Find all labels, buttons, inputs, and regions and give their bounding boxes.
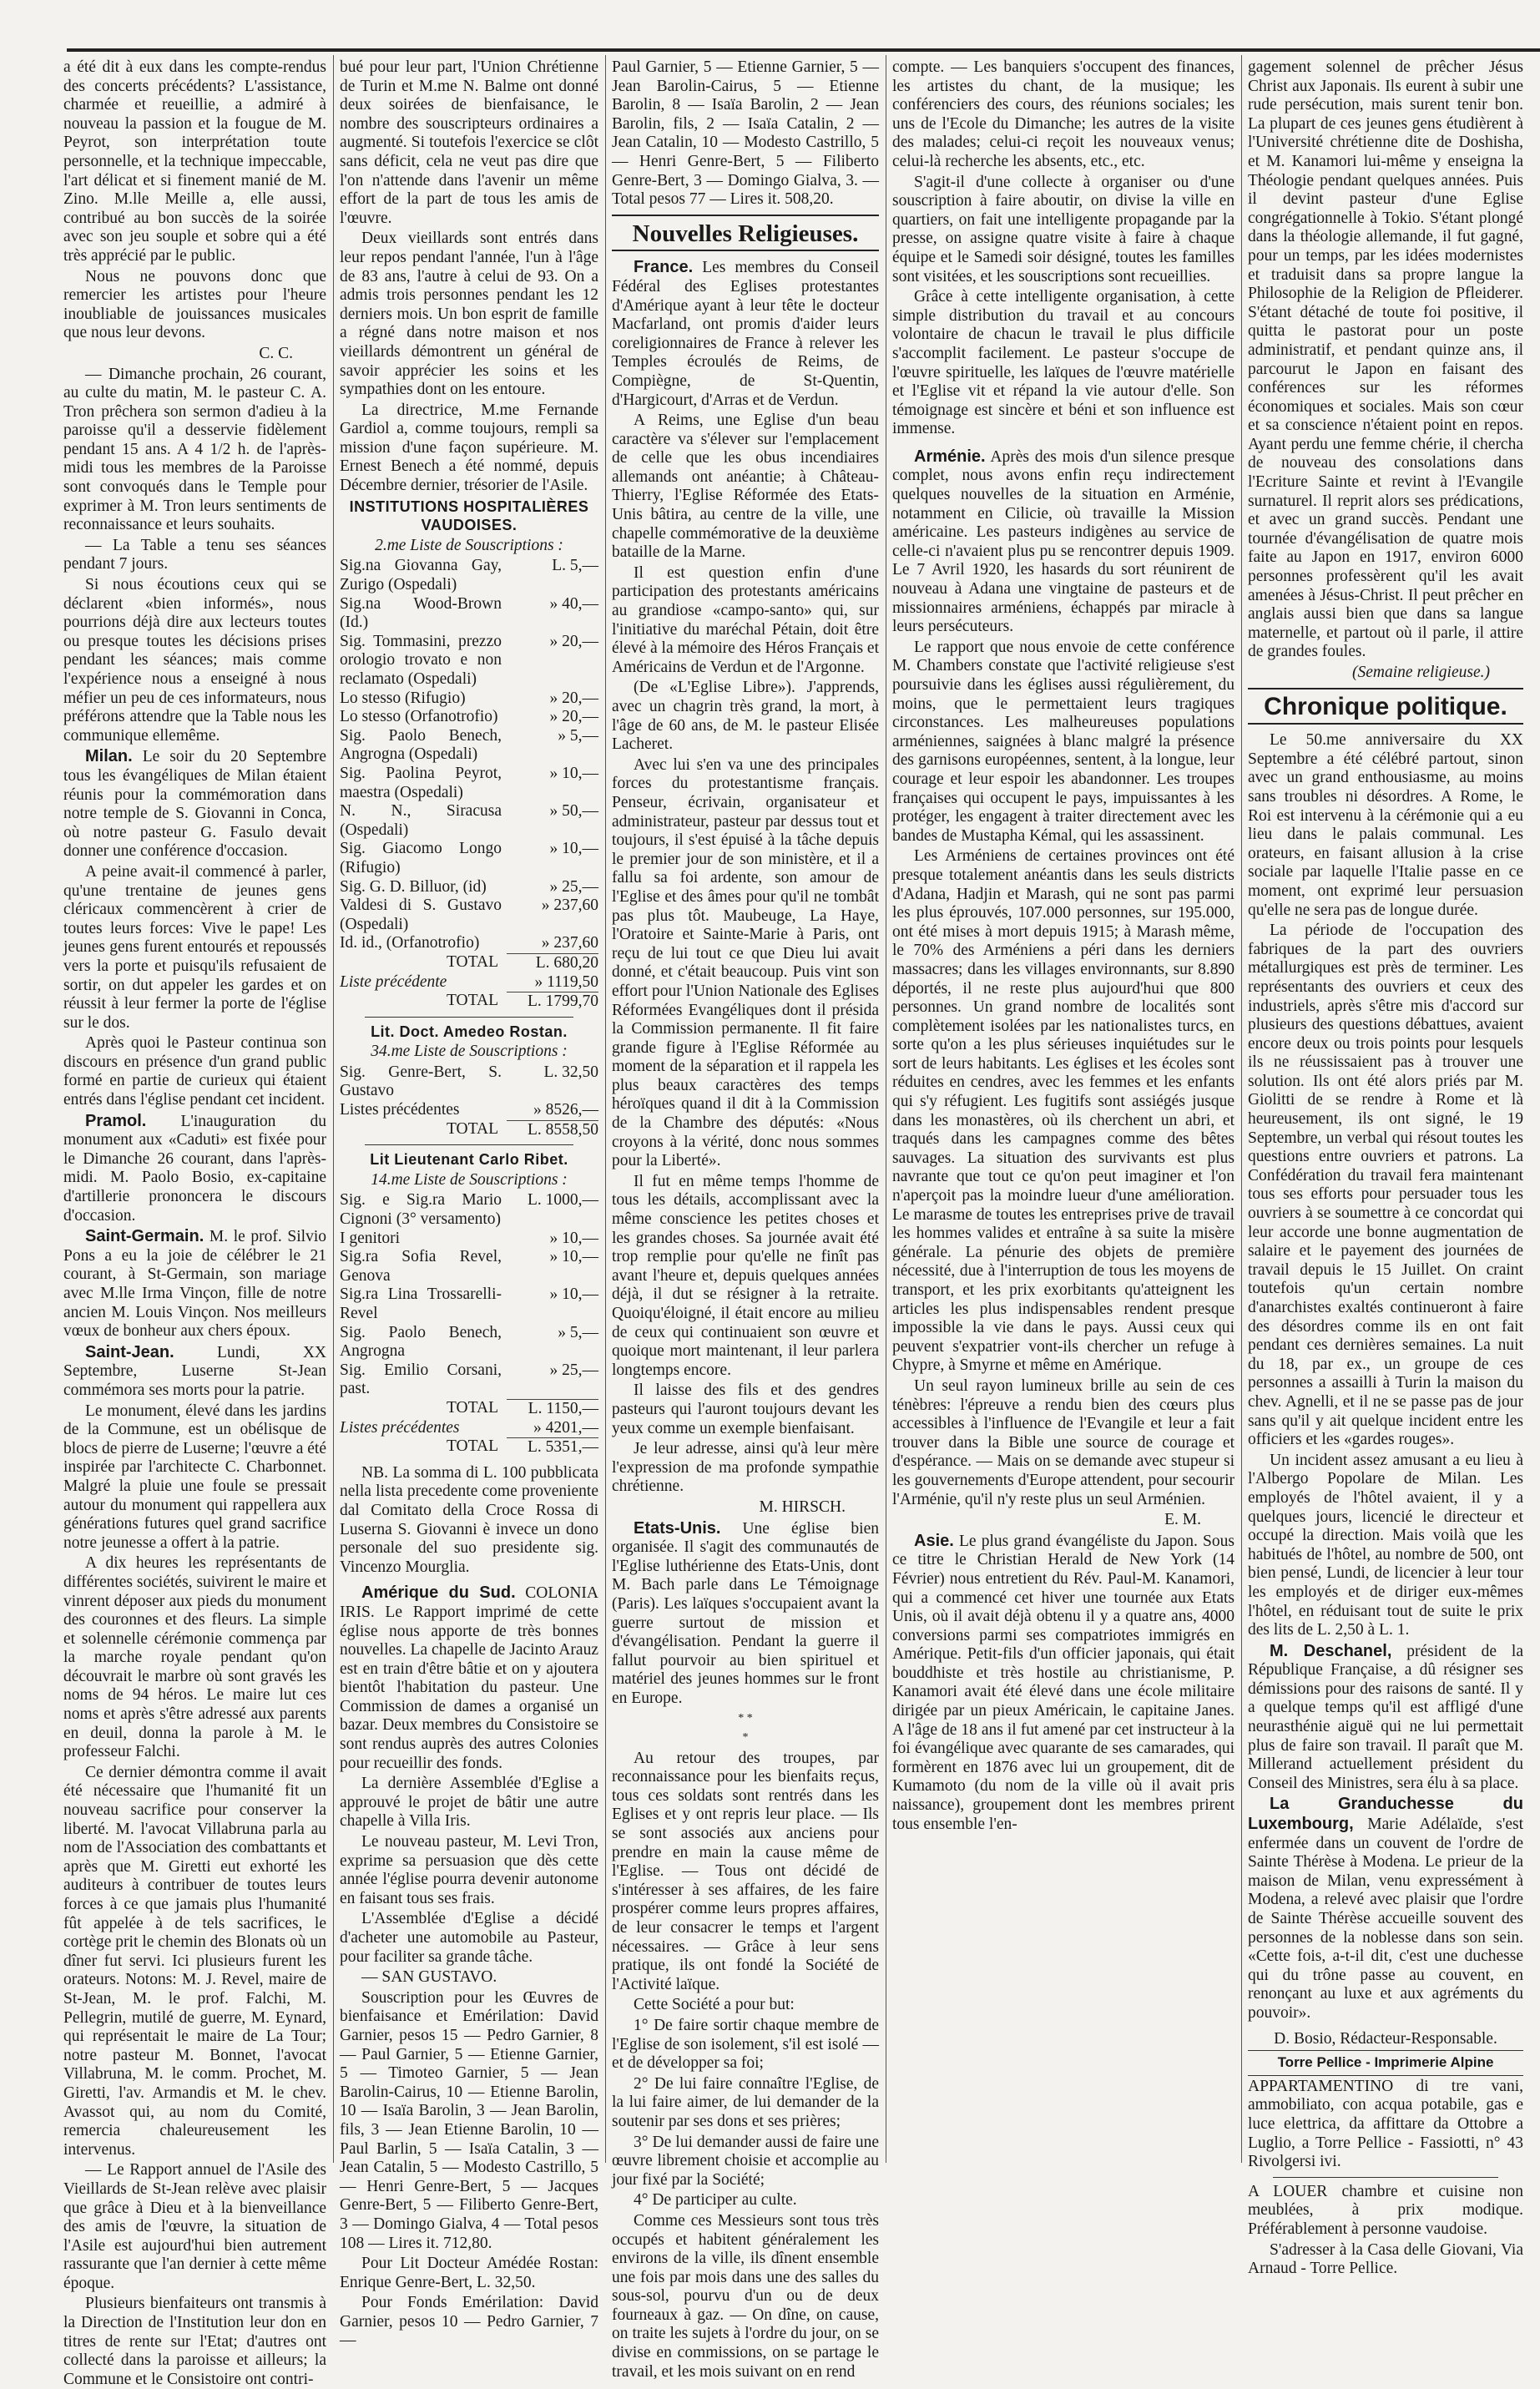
paragraph: (De «L'Eglise Libre»). J'apprends, avec un chagrin très grand, la mort, à l'âge de 60 ans, de M. le pasteur Elisée Lacheret. — [612, 679, 879, 754]
paragraph: Il est question enfin d'une participation des protestants américains au grandiose «campo-santo» qui, sur l'initiative du maréchal Pétain, doit être élevé à la mémoire des Héros Français et Américains de Verdun et de l'Argonne. — [612, 563, 879, 676]
city-label: Etats-Unis. — [634, 1518, 721, 1538]
donor-name: N. N., Siracusa (Ospedali) — [340, 802, 502, 839]
donor-name: Sig.na Giovanna Gay, Zurigo (Ospedali) — [340, 557, 502, 594]
list-row — [340, 595, 598, 633]
column-4 — [892, 58, 1235, 2163]
paragraph: Après quoi le Pasteur continua son discours en présence d'un grand public formé en partie de curieux qui étaient entrés dans l'église pendant cet incident. — [63, 1034, 326, 1109]
column-5 — [1248, 58, 1523, 2278]
donor-name: Sig. G. D. Billuor, (id) — [340, 877, 487, 896]
column-1 — [63, 58, 327, 2388]
paragraph: 2° De lui faire connaître l'Eglise, de la lui faire aimer, de lui demander de la soutenir par ses dons et ses prières; — [612, 2074, 879, 2130]
paragraph: Paul Garnier, 5 — Etienne Garnier, 5 — Jean Barolin-Cairus, 5 — Etienne Barolin, 8 — Isaïa Barolin, 2 — Jean Barolin, fils, 2 — Isaïa Catalin, 2 — Jean Catalin, 10 — Modesto Castrillo, 5 — Henri Genre-Bert, 5 — Filiberto Genre-Bert, 3 — Domingo Gialva, 3. — Total pesos 77 — Lires it. 508,20. — [612, 58, 879, 209]
list-row — [340, 1285, 598, 1323]
amount: » 8526,— — [533, 1101, 598, 1119]
donor-name: Sig. Paolo Benech, Angrogna (Ospedali) — [340, 726, 502, 764]
donor-name: Sig. e Sig.ra Mario Cignoni (3° versamento) — [340, 1191, 502, 1229]
paragraph-deschanel — [1248, 1642, 1523, 1794]
list-row — [340, 1101, 598, 1120]
classified-ad: A LOUER chambre et cuisine non meublées, à prix modique. Préférablement à personne vaudoise. — [1248, 2182, 1523, 2238]
donor-name: Sig. Tommasini, prezzo orologio trovato e non reclamato (Ospedali) — [340, 632, 502, 688]
amount: » 5,— — [558, 1323, 598, 1341]
donor-name: Sig.na Wood-Brown (Id.) — [340, 594, 502, 632]
paragraph: Grâce à cette intelligente organisation, à cette simple distribution du travail et au concours volontaire de chacun le travail le plus difficile s'accomplit facilement. Le pasteur s'occupe de l'œuvre spirituelle, les laïques de l'œuvre matérielle et l'Eglise vit et répand la vie autour d'elle. Son témoignage est sincère et béni et son influence est immense. — [892, 288, 1235, 438]
amount: » 10,— — [549, 1285, 598, 1304]
city-label: Saint-Germain. — [85, 1227, 204, 1246]
paragraph: Le nouveau pasteur, M. Levi Tron, exprime sa persuasion que dès cette année l'église pourra devenir autonome en faisant tous ses frais. — [340, 1833, 598, 1907]
paragraph: La dernière Assemblée d'Eglise a approuvé le projet de bâtir une autre chapelle à Villa Iris. — [340, 1775, 598, 1831]
donor-name: Id. id., (Orfanotrofio) — [340, 934, 480, 952]
list-row — [340, 897, 598, 934]
separator — [365, 1144, 573, 1145]
city-label: France. — [634, 258, 694, 277]
paragraph: bué pour leur part, l'Union Chrétienne de Turin et M.me N. Balme ont donné deux soirées de bienfaisance, le nombre des souscripteurs ordinaires a augmenté. Si toutefois l'exercice se clôt sans déficit, cela ne veut pas dire que l'on n'attende dans l'avenir un même effort de la part de tous les amis de l'œuvre. — [340, 58, 598, 227]
list-row — [340, 934, 598, 953]
list-row — [340, 708, 598, 727]
source-credit: (Semaine religieuse.) — [1352, 664, 1490, 681]
separator-stars: * * * — [738, 1712, 753, 1745]
amount: » 25,— — [549, 877, 598, 896]
paragraph-st-germain — [63, 1227, 326, 1341]
donor-name: Sig. Giacomo Longo (Rifugio) — [340, 840, 502, 876]
paragraph: Si nous écoutions ceux qui se déclarent «bien informés», nous pourrions déjà dire aux lecteurs toutes ou presque toutes les décisions prises pendant les séances; mais comme l'expérience nous a enseigné à nous méfier un peu de ces informateurs, nous préférons attendre que la Table nous les communique ellemême. — [63, 576, 326, 745]
city-label: Saint-Jean. — [85, 1342, 174, 1361]
subscription-list — [340, 1191, 598, 1399]
city-label: Asie. — [914, 1531, 954, 1550]
amount: » 10,— — [549, 840, 598, 858]
paragraph: Un seul rayon lumineux brille au sein de ces ténèbres: l'épreuve a rendu bien des cœurs plus accessibles à l'influence de l'Evangile et leur a fait trouver dans la Bible une source de courage et d'espérance. — Mais on se demande avec stupeur si les gouvernements d'Europe attendent, pour secourir l'Arménie, qu'il n'y reste plus un seul Arménien. — [892, 1376, 1235, 1508]
amount: » 20,— — [549, 632, 598, 650]
column-rule — [1241, 55, 1242, 2163]
list-subtitle: 14.me Liste de Souscriptions : — [371, 1170, 568, 1189]
section-title-nouvelles-religieuses: Nouvelles Religieuses. — [612, 215, 879, 252]
paragraph-text: Marie Adélaïde, s'est enfermée dans un couvent de l'ordre de Sainte Thérèse à Modena. Le prieur de la maison de Milan, venu expressément à Modena, a relevé avec plaisir que l'ordre de Sainte Thérèse accueille souvent des personnes de la noblesse dans son sein. «Cette fois, a-t-il dit, c'est une duchesse qui du trône passe au couvent, en renonçant au luxe et aux agréments du pouvoir». — [1248, 1816, 1523, 2022]
paragraph-text: Une église bien organisée. Il s'agit des communautés de l'Eglise luthérienne des Etats-Unis, dont M. Bach parle dans Le Témoignage (Paris). Les laïques s'occupaient avant la guerre surtout de mission et d'évangélisation. Pendant la guerre il fallut pourvoir au bien spirituel et matériel des jeunes hommes sur le front en Europe. — [612, 1519, 880, 1707]
donor-name: Sig.ra Lina Trossarelli-Revel — [340, 1285, 502, 1322]
classified-ad-contact: S'adresser à la Casa delle Giovani, Via Arnaud - Torre Pellice. — [1248, 2240, 1523, 2278]
paragraph-st-jean — [63, 1343, 326, 1401]
donor-name: Sig. Paolina Peyrot, maestra (Ospedali) — [340, 764, 502, 801]
signature: E. M. — [1164, 1511, 1201, 1529]
paragraph: Je leur adresse, ainsi qu'à leur mère l'expression de ma profonde sympathie chrétienne. — [612, 1440, 879, 1496]
amount: » 40,— — [549, 594, 598, 613]
subscription-list — [340, 1063, 598, 1120]
paragraph: Souscription pour les Œuvres de bienfaisance et Emérilation: David Garnier, pesos 15 — Pedro Garnier, 8 — Paul Garnier, 5 — Etienne Garnier, 5 — Timoteo Garnier, 5 — Jean Barolin-Cairus, 10 — Etienne Barolin, 10 — Isaïa Barolin, 3 — Jean Barolin, fils, 3 — Jean Etienne Barolin, 10 — Paul Barlin, 5 — Isaïa Catalin, 3 — Jean Catalin, 5 — Modesto Castrillo, 5 — Henri Genre-Bert, 5 — Jacques Genre-Bert, 5 — Filiberto Genre-Bert, 3 — Domingo Gialva, 4 — Total pesos 108 — Lires it. 712,80. — [340, 1988, 598, 2252]
paragraph: La directrice, M.me Fernande Gardiol a, comme toujours, rempli sa mission d'une façon supérieure. M. Ernest Benech a été nommé, depuis Décembre dernier, trésorier de l'Asile. — [340, 401, 598, 495]
classified-ad: APPARTAMENTINO di tre vani, ammobiliato, con acqua potabile, gas e luce elettrica, da affittare da Ottobre a Luglio, a Torre Pellice - Fassiotti, n° 43 Rivolgersi ivi. — [1248, 2077, 1523, 2171]
paragraph: gagement solennel de prêcher Jésus Christ aux Japonais. Ils eurent à subir une rude persécution, mais surent tenir bon. La plupart de ces jeunes gens étudièrent à l'Université chrétienne dite de Doshisha, et M. Kanamori lui-même y enseigna la Théologie pendant quelques années. Puis il devint pasteur d'une Eglise congrégationnelle à Tokio. S'étant plongé dans la théologie allemande, il fut gagné, pour un temps, par les idées modernistes et traduisit dans sa propre langue la Philosophie de la Religion de Pfleiderer. S'étant détaché de toute foi positive, il quitta le pastorat pour un poste administratif, et pendant quinze ans, il parcourut le Japon en faisant des conférences sur les réformes économiques et sociales. Mais son cœur et sa conscience n'étaient point en repos. Ayant perdu une femme chérie, il chercha de nouveau des consolations dans l'Ecriture Sainte et revint à l'Evangile surnaturel. Il reprit alors ses prédications, et avec un grand succès. Pendant une tournée d'évangélisation de quatre mois faite au Japon en 1917, environ 6000 personnes professèrent qu'il les avait amenées à Jésus-Christ. Il peut prêcher en anglais aussi bien que dans sa langue maternelle, et partout où il parle, il attire de grandes foules. — [1248, 58, 1523, 661]
list-previous: Listes précédentes » 4201,— — [340, 1418, 598, 1437]
paragraph: L'Assemblée d'Eglise a décidé d'acheter une automobile au Pasteur, pour faciliter sa grande tâche. — [340, 1910, 598, 1966]
amount: » 50,— — [549, 802, 598, 821]
paragraph-pramol — [63, 1112, 326, 1226]
separator — [1273, 2177, 1498, 2178]
printer-line: Torre Pellice - Imprimerie Alpine — [1248, 2050, 1523, 2076]
paragraph: Le 50.me anniversaire du XX Septembre a été célébré partout, sinon avec un grand enthousiasme, au moins sans troubles ni désordres. A Rome, le Roi est intervenu à la cérémonie qui a eu lieu dans le palais communal. Les orateurs, en faisant allusion à la crise sociale par laquelle l'Italie passe en ce moment, ont exprimé leur persuasion qu'elle ne sera pas de longue durée. — [1248, 731, 1523, 919]
column-2 — [340, 58, 598, 2350]
amount: » 20,— — [549, 708, 598, 726]
amount: » 10,— — [549, 1248, 598, 1266]
list-row — [340, 689, 598, 709]
paragraph-luxembourg — [1248, 1795, 1523, 2023]
list-total: TOTAL L. 680,20 — [447, 952, 598, 972]
amount: » 25,— — [549, 1361, 598, 1379]
list-row — [340, 1230, 598, 1249]
paragraph: Cette Société a pour but: — [634, 1996, 795, 2014]
paragraph: Comme ces Messieurs sont tous très occupés et habitent généralement les environs de la ville, ils dînent ensemble une fois par mois dans une des salles du sous-sol, pourvu d'un ou de deux fourneaux à gaz. — On dîne, on cause, on traite les sujets à l'ordre du jour, on se divise en commissions, on se partage le travail, et les mois suivant on en rend — [612, 2211, 879, 2381]
amount: L. 5,— — [552, 557, 598, 575]
paragraph: Nous ne pouvons donc que remercier les artistes pour l'heure inoubliable de jouissances musicales que nous leur devons. — [63, 267, 326, 342]
amount: L. 1000,— — [527, 1191, 598, 1210]
name-label: La Granduchesse du Luxembourg, — [1248, 1795, 1523, 1834]
amount: » 20,— — [549, 689, 598, 707]
paragraph: S'agit-il d'une collecte à organiser ou d'une souscription à faire aboutir, on divise la ville en quartiers, on fait une intelligente propagande par la presse, on assigne quatre visite à faire à chaque équipe et le Samedi soir désigné, toutes les familles sont visitées, et les souscriptions sont recueillies. — [892, 173, 1235, 285]
section-heading: Lit. Doct. Amedeo Rostan. — [371, 1023, 568, 1040]
paragraph: A dix heures les représentants de différentes sociétés, suivirent le maire et vinrent déposer aux pieds du monument des couronnes et des fleurs. La simple et solennelle cérémonie commença par la marche royale pendant qu'on découvrait le marbre où sont gravés les noms de 94 héros. Le maire lut ces noms et après s'être adressé aux parents en deuil, donna la parole à M. le professeur Falchi. — [63, 1554, 326, 1761]
city-label: Arménie. — [914, 447, 986, 466]
column-rule — [333, 55, 334, 2163]
paragraph: Au retour des troupes, par reconnaissance pour les bienfaits reçus, tous ces soldats sont rentrés dans les Eglises et y ont repris leur place. — Ils se sont associés aux anciens pour prendre en main la cause même de l'Eglise. — Tous ont décidé de s'intéresser à ses affaires, de les faire prospérer comme leurs propres affaires, de leur consacrer le temps et l'argent nécessaires. — Grâce à leur sens pratique, ils ont fondé la Société de l'Activité laïque. — [612, 1749, 879, 1993]
separator — [365, 1017, 573, 1018]
city-label: Pramol. — [85, 1111, 147, 1130]
paragraph-milan — [63, 747, 326, 861]
list-row — [340, 633, 598, 689]
paragraph-text: Le plus grand évangéliste du Japon. Sous ce titre le Christian Herald de New York (14 Février) nous entretient du Rév. Paul-M. Kanamori, qui a commencé cet hiver une tournée aux Etats Unis, où il avait déjà obtenu il y a quatre ans, 4000 conversions parmi ses compatriotes immigrés en Amérique. Petit-fils d'un officier japonais, qui était bouddhiste et très hostile au christianisme, P. Kanamori avait été élevé dans une école militaire dirigée par un pieux Américain, le capitaine Janes. A l'âge de 18 ans il fut amené par cet instructeur à la foi évangélique avec quarante de ses camarades, qui formèrent en 1876 avec lui un groupement, dit de Kumamoto (du nom de la ville où il avait pris naissance), groupement dont les membres prirent tous ensemble l'en- — [892, 1532, 1235, 1833]
paragraph-france — [612, 258, 879, 410]
paragraph: 3° De lui demander aussi de faire une œuvre librement choisie et accomplie au jour fixé par la Société; — [612, 2133, 879, 2189]
donor-name: I genitori — [340, 1229, 401, 1247]
paragraph-text: M. le prof. Silvio Pons a eu la joie de célébrer le 21 courant, à St-Germain, son mariage avec M.lle Irma Vinçon, fille de notre ancien M. Louis Vinçon. Nos meilleurs vœux de bonheur aux chers époux. — [63, 1228, 327, 1341]
signature: C. C. — [259, 344, 293, 362]
paragraph: Le rapport que nous envoie de cette conférence M. Chambers constate que l'activité religieuse s'est poursuivie dans les églises aussi régulièrement, du moins, que le permettaient leurs tragiques circonstances. Les malheureuses populations arméniennes, saignées à blanc malgré la présence des garnisons européennes, sentent, à la longue, leur courage et leur espoir les abandonner. Les troupes françaises qui occupent le pays, impuissantes à les protéger, les engagent à traiter directement avec les bandes de Mustapha Kémal, qui les assassinent. — [892, 638, 1235, 845]
paragraph: Il laisse des fils et des gendres pasteurs qui l'auront toujours devant les yeux comme un exemple bienfaisant. — [612, 1381, 879, 1437]
paragraph: Le monument, élevé dans les jardins de la Commune, est un obélisque de blocs de pierre de Luserne; l'œuvre a été inspirée par l'architecte C. Charbonnet. Malgré la pluie une foule se pressait autour du monument qui rappellera aux générations futures quel grand sacrifice notre jeunesse a offert à la patrie. — [63, 1402, 326, 1552]
list-row — [340, 878, 598, 897]
donor-name: Listes précédentes — [340, 1101, 460, 1119]
note: NB. La somma di L. 100 pubblicata nella lista precedente come proveniente dal Comitato della Croce Rossa di Luserna S. Giovanni è invece un dono personale del suo presidente sig. Vincenzo Mourglia. — [340, 1463, 598, 1576]
column-3 — [612, 58, 880, 2381]
paragraph: Il fut en même temps l'homme de tous les détails, accomplissant avec la même conscience les petites choses et les grandes choses. Sa journée avait été trop remplie pour qu'elle ne finît pas avant l'heure et, depuis quelques années déjà, il dut se résigner à la retraite. Quoiqu'éloigné, il était encore au milieu de ceux qui continuaient son œuvre et quoique mort maintenant, il leur parlera longtemps encore. — [612, 1172, 879, 1379]
list-total: TOTAL L. 8558,50 — [447, 1119, 598, 1139]
column-rule — [605, 55, 606, 2163]
list-row — [340, 840, 598, 877]
donor-name: Sig. Genre-Bert, S. Gustavo — [340, 1063, 502, 1100]
paragraph: La période de l'occupation des fabriques de la part des ouvriers métallurgiques est près de terminer. Les représentants des ouvriers et ceux des industriels, après s'être mis d'accord sur plusieurs des questions débattues, avaient encore deux ou trois points pour lesquels ils ne réussissaient pas à trouver une solution. Ils ont été alors priés par M. Giolitti de se rendre à Rome et là heureusement, ils ont signé, le 19 Septembre, un verbal qui résout toutes les questions entre ouvriers et patrons. La Confédération du travail fera maintenant tous ses efforts pour persuader tous les ouvriers à se soumettre à ce concordat qui leur accorde une bonne augmentation de salaire et le payement des journées de travail depuis le 15 Juillet. On craint toutefois qu'un certain nombre d'anarchistes exaltés continueront à faire des désordres comme ils en ont fait pendant ces dernières semaines. La nuit du 18, par ex., un groupe de ces personnes a assailli à Turin la maison du chev. Agnelli, et il ne se passe pas de jour sans qu'il y ait quelque incident entre les officiers et les «gardes rouges». — [1248, 922, 1523, 1449]
paragraph-text: Après des mois d'un silence presque complet, nous avons enfin reçu indirectement quelques nouvelles de la situation en Arménie, notamment en Cilicie, où travaille la Mission américaine. Les pasteurs indigènes au service de celle-ci n'avaient plus pu se rencontrer depuis 1909. Le 7 Avril 1920, les hasards du sort réunirent de nouveau à Adana une vingtaine de pasteurs et de missionnaires arméniens, échappés par miracle à leurs persécuteurs. — [892, 447, 1235, 636]
amount: » 10,— — [549, 1229, 598, 1247]
list-row — [340, 1361, 598, 1399]
paragraph-text: L'inauguration du monument aux «Caduti» est fixée pour le Dimanche 26 courant, dans l'après-midi. M. Paolo Bosio, ex-capitaine d'artillerie prononcera le discours d'occasion. — [63, 1112, 326, 1225]
list-row — [340, 727, 598, 765]
editor-line: D. Bosio, Rédacteur-Responsable. — [1274, 2029, 1497, 2048]
paragraph: 4° De participer au culte. — [634, 2191, 797, 2210]
city-label: Milan. — [85, 747, 133, 766]
paragraph: A Reims, une Eglise d'un beau caractère va s'élever sur l'emplacement de celle que les obus incendiaires allemands ont anéantie; à Château-Thierry, l'Eglise Réformée des Etats-Unis bâtira, au centre de la ville, une chapelle commémorative de la deuxième bataille de la Marne. — [612, 412, 879, 562]
donor-name: Sig. Emilio Corsani, past. — [340, 1361, 502, 1398]
paragraph: A peine avait-il commencé à parler, qu'une trentaine de jeunes gens cléricaux commencèrent à crier de toutes leurs forces: Vive le pape! Les jeunes gens furent entourés et repoussés vers la porte et puisqu'ils refusaient de sortir, on dut appeler les gardes et on réussit à leur fermer la porte de l'église sur le dos. — [63, 862, 326, 1032]
donor-name: Valdesi di S. Gustavo (Ospedali) — [340, 897, 502, 933]
list-row — [340, 1248, 598, 1285]
amount: L. 32,50 — [543, 1063, 598, 1081]
paragraph: compte. — Les banquiers s'occupent des finances, les artistes du chant, de la musique; les conférenciers des cours, des réunions sociales; les uns de l'Ecole du Dimanche; les autres de la visite des malades; celui-ci reçoit les nouveaux venus; celui-là recherche les absents, etc., etc. — [892, 58, 1235, 170]
donor-name: Lo stesso (Orfanotrofio) — [340, 708, 498, 726]
paragraph-armenie — [892, 447, 1235, 637]
paragraph-text: Le soir du 20 Septembre tous les évangéliques de Milan étaient réunis pour la commémoration dans notre temple de S. Giovanni in Conca, où notre pasteur G. Fasulo devait donner une conférence d'occasion. — [63, 748, 326, 861]
list-subtitle: 34.me Liste de Souscriptions : — [371, 1043, 568, 1061]
paragraph: Pour Lit Docteur Amédée Rostan: Enrique Genre-Bert, L. 32,50. — [340, 2255, 598, 2291]
list-previous: Liste précédente » 1119,50 — [340, 972, 598, 991]
list-grand-total: TOTAL L. 5351,— — [447, 1437, 598, 1457]
donor-name: Lo stesso (Rifugio) — [340, 689, 466, 707]
city-label: Amérique du Sud. — [361, 1583, 516, 1603]
paragraph: Un incident assez amusant a eu lieu à l'Albergo Popolare de Milan. Les employés de l'hôtel avaient, il y a quelques jours, licencié le directeur et occupé la direction. Mais voilà que les habitués de l'hôtel, au nombre de 500, ont bien pensé, Lundi, de licencier à leur tour les employés et de diriger eux-mêmes l'hôtel, en réduisant tout de suite le prix des lits de L. 2,50 à L. 1. — [1248, 1451, 1523, 1639]
paragraph-asie — [892, 1532, 1235, 1835]
paragraph-text: COLONIA IRIS. Le Rapport imprimé de cette église nous apporte de très bonnes nouvelles. La chapelle de Jacinto Arauz est en train d'être bâtie et on y ajoutera bientôt l'habitation du pasteur. Une Commission de dames a organisé un bazar. Deux membres du Consistoire se sont rendus auprès des autres Colonies pour recueillir des fonds. — [340, 1584, 598, 1772]
paragraph: Avec lui s'en va une des principales forces du protestantisme français. Penseur, écrivain, organisateur et administrateur, pasteur par dessus tout et toujours, il s'est épuisé à la tâche depuis le premier jour de son ministère, et il a fallu sa foi ardente, son amour de l'Eglise et des âmes pour qu'il ne tombât pas plus tôt. Maubeuge, La Haye, l'Oratoire et Sainte-Marie à Paris, ont reçu de lui tout ce que Dieu lui avait donné, et c'était beaucoup. Puis vint son effort pour l'Union Nationale des Eglises Réformées Evangéliques dont il présida la Commission permanente. Il fit faire grande figure à l'Eglise Réformée au moment de la séparation et il rappela les plus beaux caractères des temps héroïques quand il dit à la Commission de la Chambre des députés: «Nous croyons à la vérité, donc nous sommes pour la Liberté». — [612, 755, 879, 1170]
top-rule — [67, 48, 1540, 52]
amount: » 237,60 — [541, 934, 598, 952]
signature: M. HIRSCH. — [759, 1498, 846, 1516]
paragraph-amerique — [340, 1583, 598, 1773]
paragraph: — Le Rapport annuel de l'Asile des Vieillards de St-Jean relève avec plaisir que grâce à Dieu et à la bienveillance des amis de l'œuvre, la situation de l'Asile est aujourd'hui bien autrement rassurante que l'an dernier à cette même époque. — [63, 2161, 326, 2292]
paragraph: — SAN GUSTAVO. — [361, 1968, 497, 1987]
amount: » 10,— — [549, 764, 598, 782]
list-row — [340, 1063, 598, 1101]
paragraph: Pour Fonds Emérilation: David Garnier, pesos 10 — Pedro Garnier, 7 — — [340, 2294, 598, 2350]
list-row — [340, 557, 598, 594]
paragraph: 1° De faire sortir chaque membre de l'Eglise de son isolement, s'il est isolé — et de développer sa foi; — [612, 2016, 879, 2073]
list-row — [340, 1324, 598, 1361]
paragraph-text: Les membres du Conseil Fédéral des Eglises protestantes d'Amérique ayant à leur tête le docteur Macfarland, ont promis d'aider leurs coreligionnaires de France à relever les Temples écroulés de Reims, de Compiègne, de St-Quentin, d'Hargicourt, d'Arras et de Verdun. — [612, 259, 879, 409]
paragraph: Les Arméniens de certaines provinces ont été presque totalement anéantis dans les seuls districts d'Adana, Hadjin et Marash, qui ne sont pas parmi les plus éprouvés, 107.000 personnes, sur 195.000, ont été mises à mort depuis 1915; à Marash même, le 70% des Arméniens a péri dans les derniers massacres; dans les villages environnants, sur 8.890 déportés, il ne reste plus aujourd'hui que 800 personnes. Un grand nombre de localités sont complètement isolées par les nationalistes turcs, en sorte qu'on a les plus sérieuses inquiétudes sur le sort de leurs habitants. Les églises et les écoles sont réduites en cendres, avec les femmes et les enfants qui s'y réfugient. Les fugitifs sont assiégés jusque dans les monastères, où ils cherchent un abri, et traqués dans les campagnes comme des bêtes sauvages. La situation des survivants est plus navrante que tout ce qu'on peut imaginer et l'on n'aperçoit pas la moindre lueur d'une amélioration. Le marasme de toutes les entreprises prive de travail les hommes valides et entraîne à sa suite la misère générale. La pénurie des objets de première nécessité, due à l'interruption de tous les moyens de transport, et les prix exorbitants qu'atteignent les articles les plus indispensables rendent presque impossible la vie dans le pays. Aussi ceux qui peuvent s'expatrier vont-ils chercher un refuge à Chypre, à Smyrne et même en Amérique. — [892, 847, 1235, 1375]
paragraph: Ce dernier démontra comme il avait été nécessaire que l'humanité fit un nouveau sacrifice pour conserver la liberté. M. l'avocat Villabruna parla au nom de l'Association des combattants et après que M. Giretti eut exhorté les auditeurs à contribuer de toutes leurs forces à ce que jamais plus l'humanité fût appelée à de tels sacrifices, le cortège prit le chemin des Blonats où un dîner fut servi. Ici plusieurs furent les orateurs. Notons: M. J. Revel, maire de St-Jean, M. le prof. Falchi, M. Pellegrin, mutilé de guerre, M. Eynard, qui représentait le maire de La Tour; notre pasteur M. Bonnet, l'avocat Villabruna, M. le comm. Prochet, M. Giretti, l'av. Armandis et M. le chev. Avassot qui, au nom du Comité, remercia chaleureusement les intervenus. — [63, 1763, 326, 2159]
donor-name: Sig.ra Sofia Revel, Genova — [340, 1248, 502, 1285]
subscription-list — [340, 557, 598, 952]
paragraph-text: Lundi, XX Septembre, Luserne St-Jean commémora ses morts pour la patrie. — [63, 1343, 327, 1399]
paragraph: a été dit à eux dans les compte-rendus des concerts précédents? L'assistance, charmée et reueillie, a admiré à nouveau la passion et la fougue de M. Peyrot, son interprétation toute personnelle, et la technique impeccable, l'art délicat et si finement manié de M. Zino. M.lle Meille a, elle aussi, contribué au bon succès de la soirée avec son jeu souple et sobre qui a été très apprécié par le public. — [63, 58, 326, 265]
list-row — [340, 765, 598, 802]
list-grand-total: TOTAL L. 1799,70 — [447, 992, 598, 1011]
name-label: M. Deschanel, — [1270, 1641, 1392, 1660]
paragraph-text: président de la République Française, a dû résigner ses démissions pour des raisons de santé. Il y a quelque temps qu'il est affligé d'une neurasthénie aiguë qui ne lui permettait plus de faire son travail. Il paraît que M. Millerand actuellement président du Conseil des Ministres, sera élu à sa place. — [1248, 1642, 1523, 1792]
list-row — [340, 802, 598, 840]
list-subtitle: 2.me Liste de Souscriptions : — [375, 536, 563, 554]
amount: » 237,60 — [541, 897, 598, 915]
paragraph-etats-unis — [612, 1519, 879, 1709]
donor-name: Sig. Paolo Benech, Angrogna — [340, 1323, 502, 1361]
paragraph: Plusieurs bienfaiteurs ont transmis à la Direction de l'Institution leur don en titres de rente sur l'Etat; d'autres ont collecté dans la paroisse et ailleurs; la Commune et le Consistoire ont contri- — [63, 2295, 326, 2388]
amount: » 5,— — [558, 726, 598, 745]
section-heading: Lit Lieutenant Carlo Ribet. — [370, 1151, 568, 1169]
list-total: TOTAL L. 1150,— — [447, 1398, 598, 1417]
section-heading: INSTITUTIONS HOSPITALIÈRES VAUDOISES. — [349, 497, 589, 534]
list-row — [340, 1191, 598, 1229]
paragraph: Deux vieillards sont entrés dans leur repos pendant l'année, l'un à l'âge de 83 ans, l'autre à celui de 93. On a admis trois personnes pendant les 12 derniers mois. Un bon esprit de famille a régné dans notre maison et nos vieillards démontrent un général de savoir apprécier les soins et les sympathies dont on les entoure. — [340, 230, 598, 399]
paragraph: — La Table a tenu ses séances pendant 7 jours. — [63, 536, 326, 573]
paragraph: — Dimanche prochain, 26 courant, au culte du matin, M. le pasteur C. A. Tron prêchera son sermon d'adieu à la paroisse qu'il a desservie fidèlement pendant 15 ans. A 4 1/2 h. de l'après-midi tous les membres de la Paroisse sont convoqués dans le Temple pour exprimer à M. Tron leurs sentiments de reconnaissance et leurs souhaits. — [63, 365, 326, 534]
section-title-chronique-politique: Chronique politique. — [1248, 688, 1523, 725]
